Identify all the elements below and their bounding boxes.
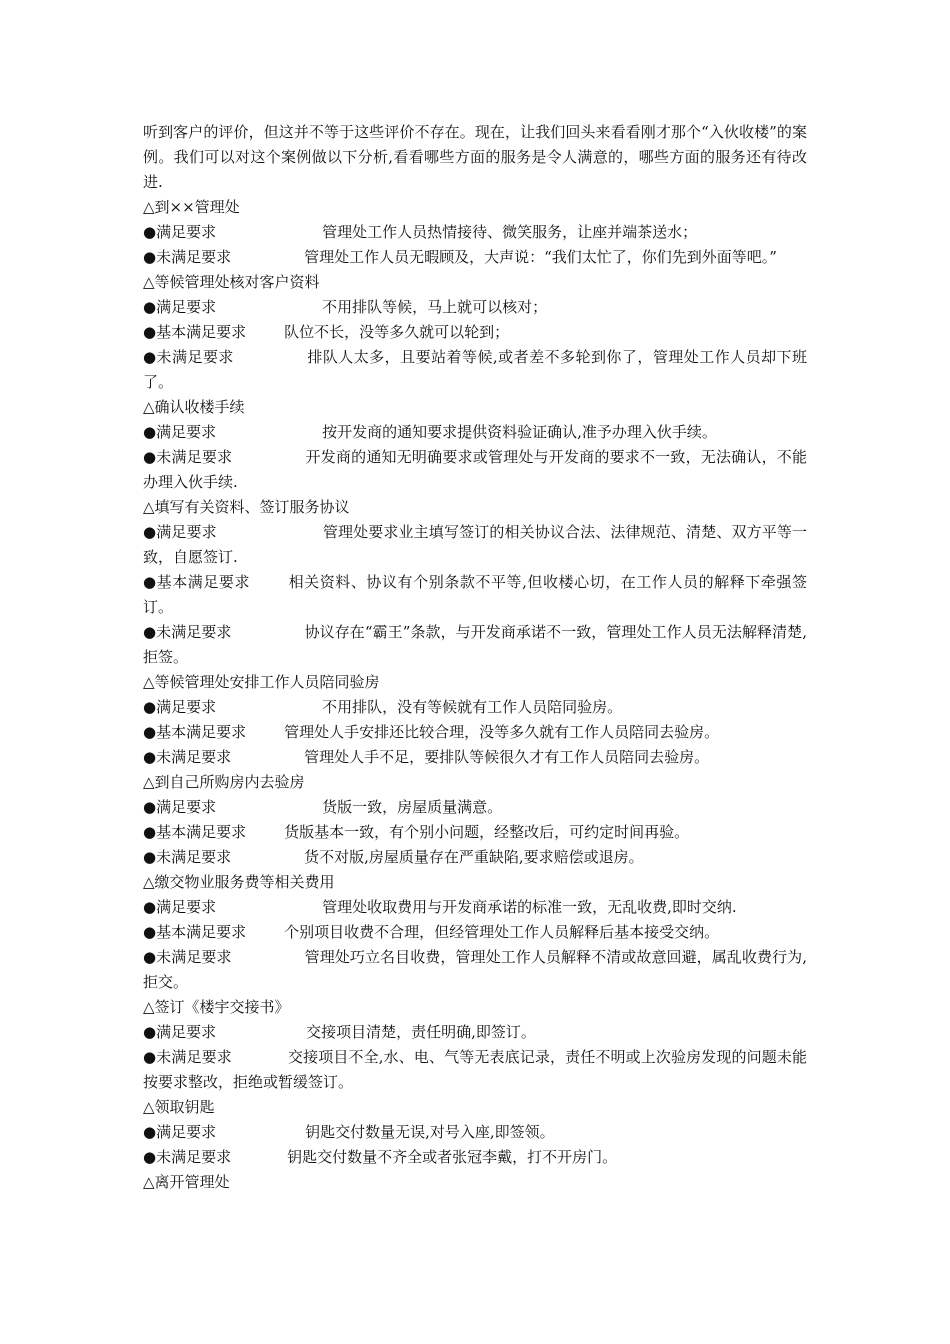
criteria-label: ●未满足要求 [143, 448, 233, 466]
criteria-label: ●满足要求 [143, 898, 217, 916]
criteria-item [143, 1120, 807, 1145]
criteria-item [143, 620, 807, 670]
criteria-item [143, 820, 807, 845]
criteria-description: 不用排队等候，马上就可以核对； [322, 298, 548, 316]
criteria-item [143, 445, 807, 495]
section-heading: △确认收楼手续 [143, 398, 245, 416]
section-heading: △等候管理处核对客户资料 [143, 273, 320, 291]
criteria-description: 交接项目清楚，责任明确,即签订。 [306, 1023, 536, 1041]
criteria-item [143, 570, 807, 620]
criteria-label: ●未满足要求 [143, 748, 232, 766]
criteria-item [143, 345, 807, 395]
criteria-item [143, 920, 807, 945]
criteria-description: 管理处人手安排还比较合理，没等多久就有工作人员陪同去验房。 [284, 723, 720, 741]
document-page [143, 120, 807, 1195]
criteria-description: 队位不长，没等多久就可以轮到； [284, 323, 510, 341]
criteria-description: 钥匙交付数量不齐全或者张冠李戴，打不开房门。 [287, 1148, 618, 1166]
criteria-label: ●满足要求 [143, 1023, 217, 1041]
section-heading: △到自己所购房内去验房 [143, 773, 305, 791]
section-heading: △到××管理处 [143, 198, 240, 216]
intro-paragraph: 听到客户的评价，但这并不等于这些评价不存在。现在，让我们回头来看看刚才那个“入伙收楼”的案例。我们可以对这个案例做以下分析,看看哪些方面的服务是令人满意的，哪些方面的服务还有待改进. [143, 123, 807, 191]
criteria-description: 交接项目不全,水、电、气等无表底记录，责任不明或上次验房发现的问题未能按要求整改，拒绝或暂缓签订。 [143, 1048, 807, 1091]
criteria-label: ●未满足要求 [143, 348, 234, 366]
criteria-item [143, 520, 807, 570]
criteria-item [143, 795, 807, 820]
criteria-description: 开发商的通知无明确要求或管理处与开发商的要求不一致，无法确认，不能办理入伙手续. [143, 448, 807, 491]
criteria-description: 排队人太多，且要站着等候,或者差不多轮到你了，管理处工作人员却下班了。 [143, 348, 807, 391]
criteria-description: 按开发商的通知要求提供资料验证确认,准予办理入伙手续。 [322, 423, 717, 441]
section-heading: △离开管理处 [143, 1173, 230, 1191]
criteria-item [143, 695, 807, 720]
criteria-item [143, 295, 807, 320]
criteria-label: ●基本满足要求 [143, 723, 247, 741]
criteria-item [143, 220, 807, 245]
criteria-description: 管理处收取费用与开发商承诺的标准一致，无乱收费,即时交纳. [322, 898, 737, 916]
section-heading: △填写有关资料、签订服务协议 [143, 498, 350, 516]
criteria-description: 不用排队，没有等候就有工作人员陪同验房。 [322, 698, 623, 716]
criteria-label: ●未满足要求 [143, 848, 232, 866]
criteria-label: ●基本满足要求 [143, 323, 247, 341]
criteria-label: ●未满足要求 [143, 1148, 232, 1166]
criteria-description: 个别项目收费不合理，但经管理处工作人员解释后基本接受交纳。 [284, 923, 720, 941]
criteria-item [143, 1020, 807, 1045]
criteria-description: 管理处要求业主填写签订的相关协议合法、法律规范、清楚、双方平等一致，自愿签订. [143, 523, 807, 566]
criteria-item [143, 1145, 807, 1170]
criteria-description: 货不对版,房屋质量存在严重缺陷,要求赔偿或退房。 [304, 848, 644, 866]
criteria-item [143, 895, 807, 920]
criteria-description: 相关资料、协议有个别条款不平等,但收楼心切，在工作人员的解释下牵强签订。 [143, 573, 807, 616]
criteria-item [143, 945, 807, 995]
criteria-label: ●基本满足要求 [143, 823, 247, 841]
criteria-label: ●满足要求 [143, 523, 217, 541]
criteria-description: 管理处巧立名目收费，管理处工作人员解释不清或故意回避，属乱收费行为,拒交。 [143, 948, 807, 991]
criteria-item [143, 845, 807, 870]
criteria-item [143, 745, 807, 770]
criteria-label: ●满足要求 [143, 298, 217, 316]
section-heading: △签订《楼宇交接书》 [143, 998, 290, 1016]
criteria-description: 管理处人手不足，要排队等候很久才有工作人员陪同去验房。 [304, 748, 710, 766]
criteria-item [143, 320, 807, 345]
criteria-label: ●满足要求 [143, 223, 217, 241]
section-heading: △领取钥匙 [143, 1098, 215, 1116]
section-heading: △缴交物业服务费等相关费用 [143, 873, 335, 891]
criteria-label: ●满足要求 [143, 423, 217, 441]
criteria-label: ●未满足要求 [143, 1048, 232, 1066]
criteria-label: ●满足要求 [143, 798, 217, 816]
criteria-label: ●未满足要求 [143, 948, 232, 966]
criteria-label: ●满足要求 [143, 1123, 217, 1141]
criteria-description: 协议存在“霸王”条款，与开发商承诺不一致，管理处工作人员无法解释清楚,拒签。 [143, 623, 807, 666]
criteria-description: 货版一致，房屋质量满意。 [322, 798, 503, 816]
criteria-label: ●基本满足要求 [143, 573, 251, 591]
criteria-description: 货版基本一致，有个别小问题，经整改后，可约定时间再验。 [284, 823, 690, 841]
criteria-label: ●满足要求 [143, 698, 217, 716]
criteria-label: ●未满足要求 [143, 623, 232, 641]
criteria-description: 钥匙交付数量无误,对号入座,即签领。 [305, 1123, 555, 1141]
criteria-description: 管理处工作人员无暇顾及，大声说：“我们太忙了，你们先到外面等吧。” [304, 248, 777, 266]
criteria-item [143, 245, 807, 270]
criteria-item [143, 1045, 807, 1095]
criteria-item [143, 720, 807, 745]
criteria-label: ●基本满足要求 [143, 923, 247, 941]
criteria-label: ●未满足要求 [143, 248, 232, 266]
criteria-item [143, 420, 807, 445]
criteria-description: 管理处工作人员热情接待、微笑服务，让座并端茶送水； [322, 223, 698, 241]
section-heading: △等候管理处安排工作人员陪同验房 [143, 673, 380, 691]
